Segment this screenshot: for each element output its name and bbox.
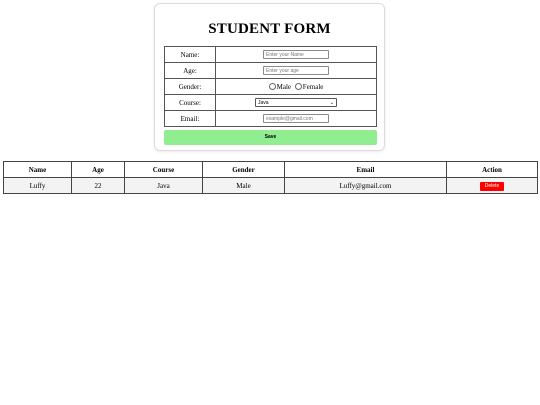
cell-email: Luffy@gmail.com <box>285 178 447 194</box>
male-radio[interactable] <box>269 83 276 90</box>
course-selected-value: Java <box>258 100 269 106</box>
students-table <box>3 161 538 194</box>
cell-course: Java <box>125 178 203 194</box>
header-name: Name <box>4 162 72 178</box>
gender-option-female[interactable] <box>295 83 324 91</box>
chevron-down-icon: ⌄ <box>329 100 334 106</box>
name-label: Name: <box>165 47 216 63</box>
age-label: Age: <box>165 63 216 79</box>
course-select[interactable] <box>255 98 337 107</box>
gender-row <box>165 79 377 95</box>
course-row <box>165 95 377 111</box>
email-row <box>165 111 377 127</box>
header-course: Course <box>125 162 203 178</box>
header-action: Action <box>447 162 538 178</box>
cell-name: Luffy <box>4 178 72 194</box>
cell-age: 22 <box>72 178 125 194</box>
table-row <box>4 178 538 194</box>
table-header-row <box>4 162 538 178</box>
student-form-card <box>154 3 385 151</box>
course-label: Course: <box>165 95 216 111</box>
save-button[interactable]: Save <box>164 130 377 145</box>
gender-option-male[interactable] <box>269 83 291 91</box>
female-radio[interactable] <box>295 83 302 90</box>
email-input[interactable]: example@gmail.com <box>263 114 329 123</box>
gender-radio-group <box>268 83 325 91</box>
male-label: Male <box>276 82 292 91</box>
header-gender: Gender <box>203 162 285 178</box>
header-age: Age <box>72 162 125 178</box>
header-email: Email <box>285 162 447 178</box>
student-form-table <box>164 46 377 127</box>
delete-button[interactable]: Delete <box>480 182 504 191</box>
form-title: STUDENT FORM <box>208 21 331 37</box>
age-row <box>165 63 377 79</box>
cell-gender: Male <box>203 178 285 194</box>
cell-action <box>447 178 538 194</box>
female-label: Female <box>302 82 324 91</box>
name-row <box>165 47 377 63</box>
name-input[interactable]: Enter your Name <box>263 50 329 59</box>
gender-label: Gender: <box>165 79 216 95</box>
email-label: Email: <box>165 111 216 127</box>
age-input[interactable]: Enter your age <box>263 66 329 75</box>
